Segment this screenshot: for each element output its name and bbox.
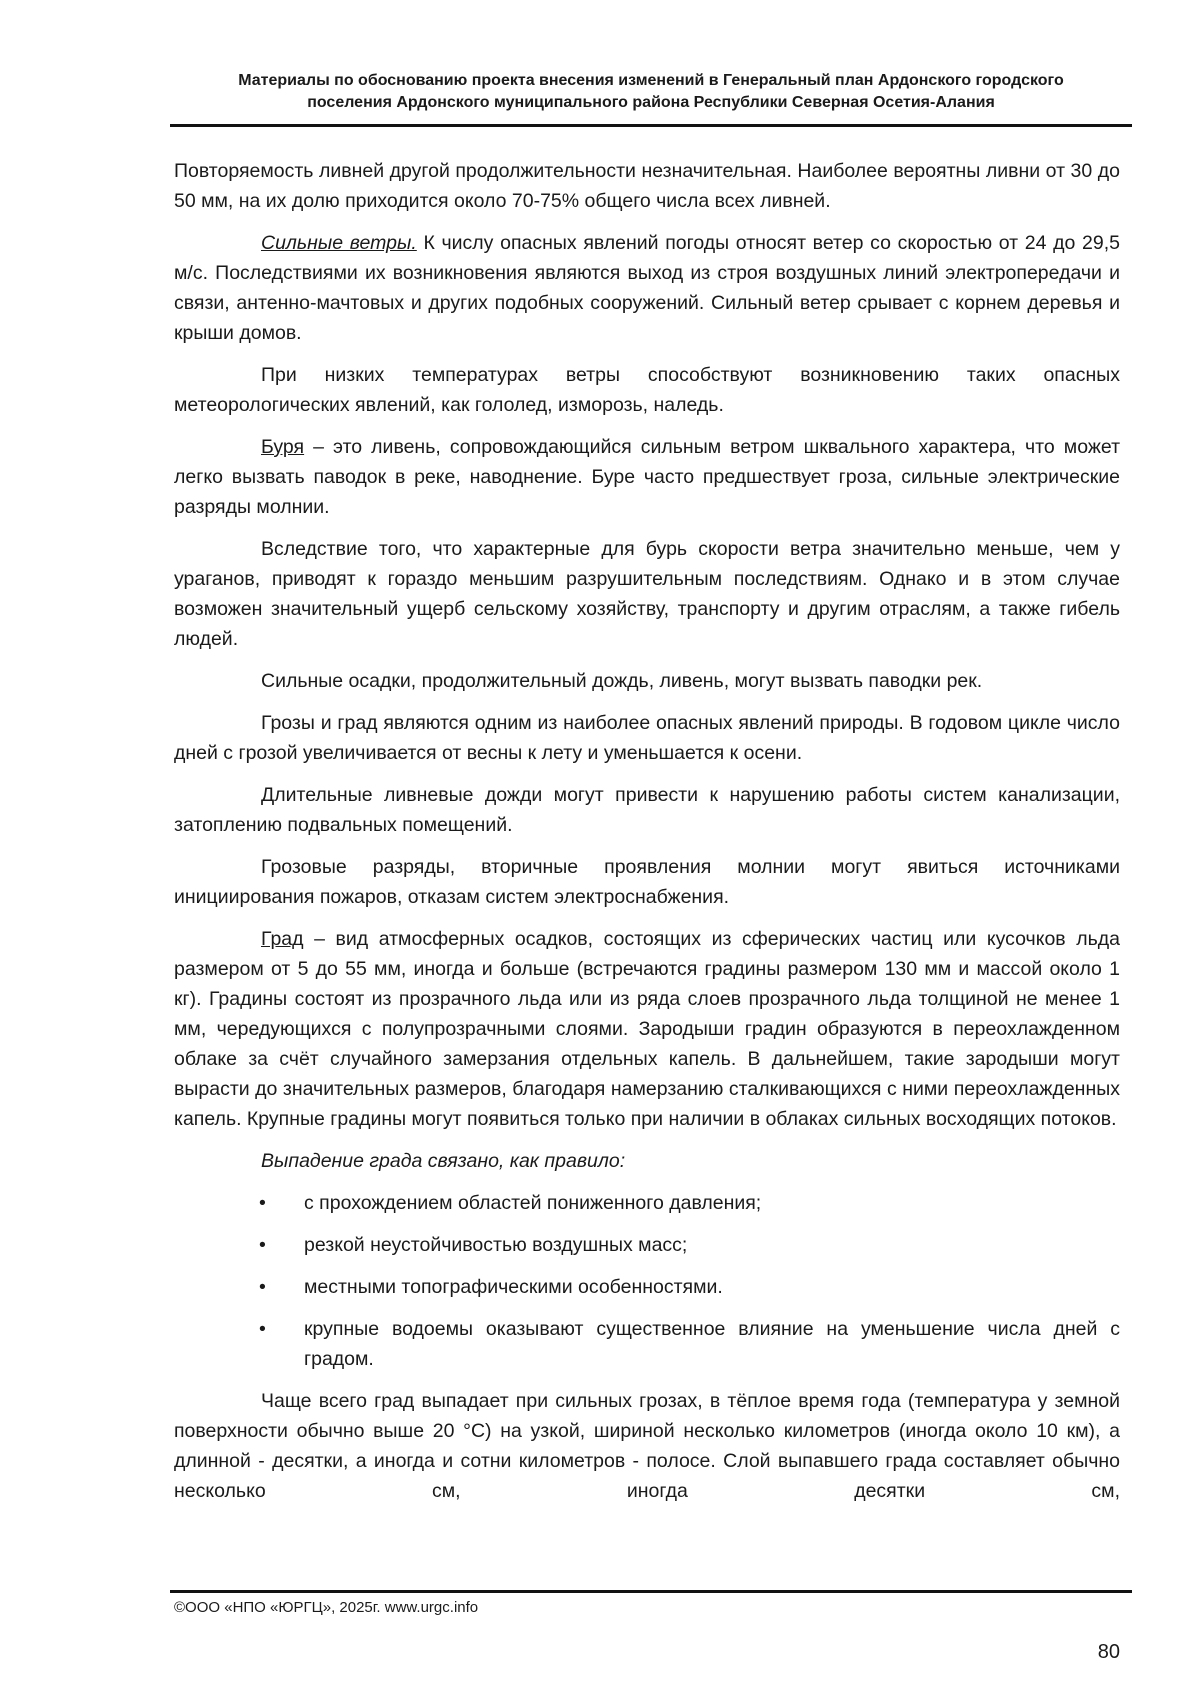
bullet-icon: • bbox=[259, 1318, 266, 1340]
header-line-2: поселения Ардонского муниципального района Республики Северная Осетия-Алания bbox=[307, 94, 995, 111]
term-strong-winds: Сильные ветры. bbox=[261, 232, 417, 254]
paragraph-4 bbox=[174, 432, 1120, 522]
list-item: • резкой неустойчивостью воздушных масс; bbox=[174, 1230, 1120, 1260]
document-body bbox=[174, 156, 1120, 1518]
footer-divider bbox=[170, 1590, 1132, 1593]
bullet-icon: • bbox=[259, 1276, 266, 1298]
paragraph-8: Длительные ливневые дожди могут привести к нарушению работы систем канализации, затоплению подвальных помещений. bbox=[174, 784, 1120, 836]
term-hail: Град bbox=[261, 928, 304, 950]
paragraph-9: Грозовые разряды, вторичные проявления молнии могут явиться источниками инициирования пожаров, отказам систем электроснабжения. bbox=[174, 856, 1120, 908]
page-header bbox=[170, 70, 1132, 114]
bullet-icon: • bbox=[259, 1234, 266, 1256]
list-item: • местными топографическими особенностями. bbox=[174, 1272, 1120, 1302]
page-number: 80 bbox=[1097, 1641, 1120, 1663]
paragraph-10 bbox=[174, 924, 1120, 1134]
footer-copyright: ©ООО «НПО «ЮРГЦ», 2025г. www.urgc.info bbox=[174, 1599, 479, 1616]
paragraph-10-text: – вид атмосферных осадков, состоящих из сферических частиц или кусочков льда размером от 5 до 55 мм, иногда и больше (встречаются градины размером 130 мм и массой около 1 кг). Градины состоят из прозрачного льда или из ряда слоев прозрачного льда толщиной не менее 1 мм, чередующихся с полупрозрачными слоями. Зародыши градин образуются в переохлажденном облаке за счёт случайного замерзания отдельных капель. В дальнейшем, такие зародыши могут вырасти до значительных размеров, благодаря намерзанию сталкивающихся с ними переохлажденных капель. Крупные градины могут появиться только при наличии в облаках сильных восходящих потоков. bbox=[174, 928, 1120, 1130]
paragraph-1: Повторяемость ливней другой продолжительности незначительная. Наиболее вероятны ливни от 30 до 50 мм, на их долю приходится около 70-75% общего числа всех ливней. bbox=[174, 160, 1120, 212]
term-storm: Буря bbox=[261, 436, 305, 458]
bullet-icon: • bbox=[259, 1192, 266, 1214]
list-item: • крупные водоемы оказывают существенное влияние на уменьшение числа дней с градом. bbox=[174, 1314, 1120, 1374]
list-item: • с прохождением областей пониженного давления; bbox=[174, 1188, 1120, 1218]
paragraph-12: Чаще всего град выпадает при сильных грозах, в тёплое время года (температура у земной поверхности обычно выше 20 °С) на узкой, шириной несколько километров (иногда около 10 км), а длинной - десятки, а иногда и сотни километров - полосе. Слой выпавшего града составляет обычно несколько см, иногда десятки см, bbox=[174, 1390, 1120, 1502]
paragraph-6: Сильные осадки, продолжительный дождь, ливень, могут вызвать паводки рек. bbox=[261, 670, 983, 692]
header-line-1: Материалы по обоснованию проекта внесения изменений в Генеральный план Ардонского городского bbox=[238, 72, 1064, 89]
paragraph-7: Грозы и град являются одним из наиболее опасных явлений природы. В годовом цикле число дней с грозой увеличивается от весны к лету и уменьшается к осени. bbox=[174, 712, 1120, 764]
paragraph-3: При низких температурах ветры способствуют возникновению таких опасных метеорологических явлений, как гололед, изморозь, наледь. bbox=[174, 364, 1120, 416]
paragraph-2-text: К числу опасных явлений погоды относят ветер со скоростью от 24 до 29,5 м/с. Последствиями их возникновения являются выход из строя воздушных линий электропередачи и связи, антенно-мачтовых и других подобных сооружений. Сильный ветер срывает с корнем деревья и крыши домов. bbox=[174, 232, 1120, 344]
header-divider bbox=[170, 124, 1132, 127]
paragraph-11: Выпадение града связано, как правило: bbox=[261, 1150, 626, 1172]
paragraph-2 bbox=[174, 228, 1120, 348]
paragraph-4-text: – это ливень, сопровождающийся сильным ветром шквального характера, что может легко вызвать паводок в реке, наводнение. Буре часто предшествует гроза, сильные электрические разряды молнии. bbox=[174, 436, 1120, 518]
paragraph-5: Вследствие того, что характерные для бурь скорости ветра значительно меньше, чем у ураганов, приводят к гораздо меньшим разрушительным последствиям. Однако и в этом случае возможен значительный ущерб сельскому хозяйству, транспорту и другим отраслям, а также гибель людей. bbox=[174, 538, 1120, 650]
bullet-list bbox=[174, 1188, 1120, 1374]
